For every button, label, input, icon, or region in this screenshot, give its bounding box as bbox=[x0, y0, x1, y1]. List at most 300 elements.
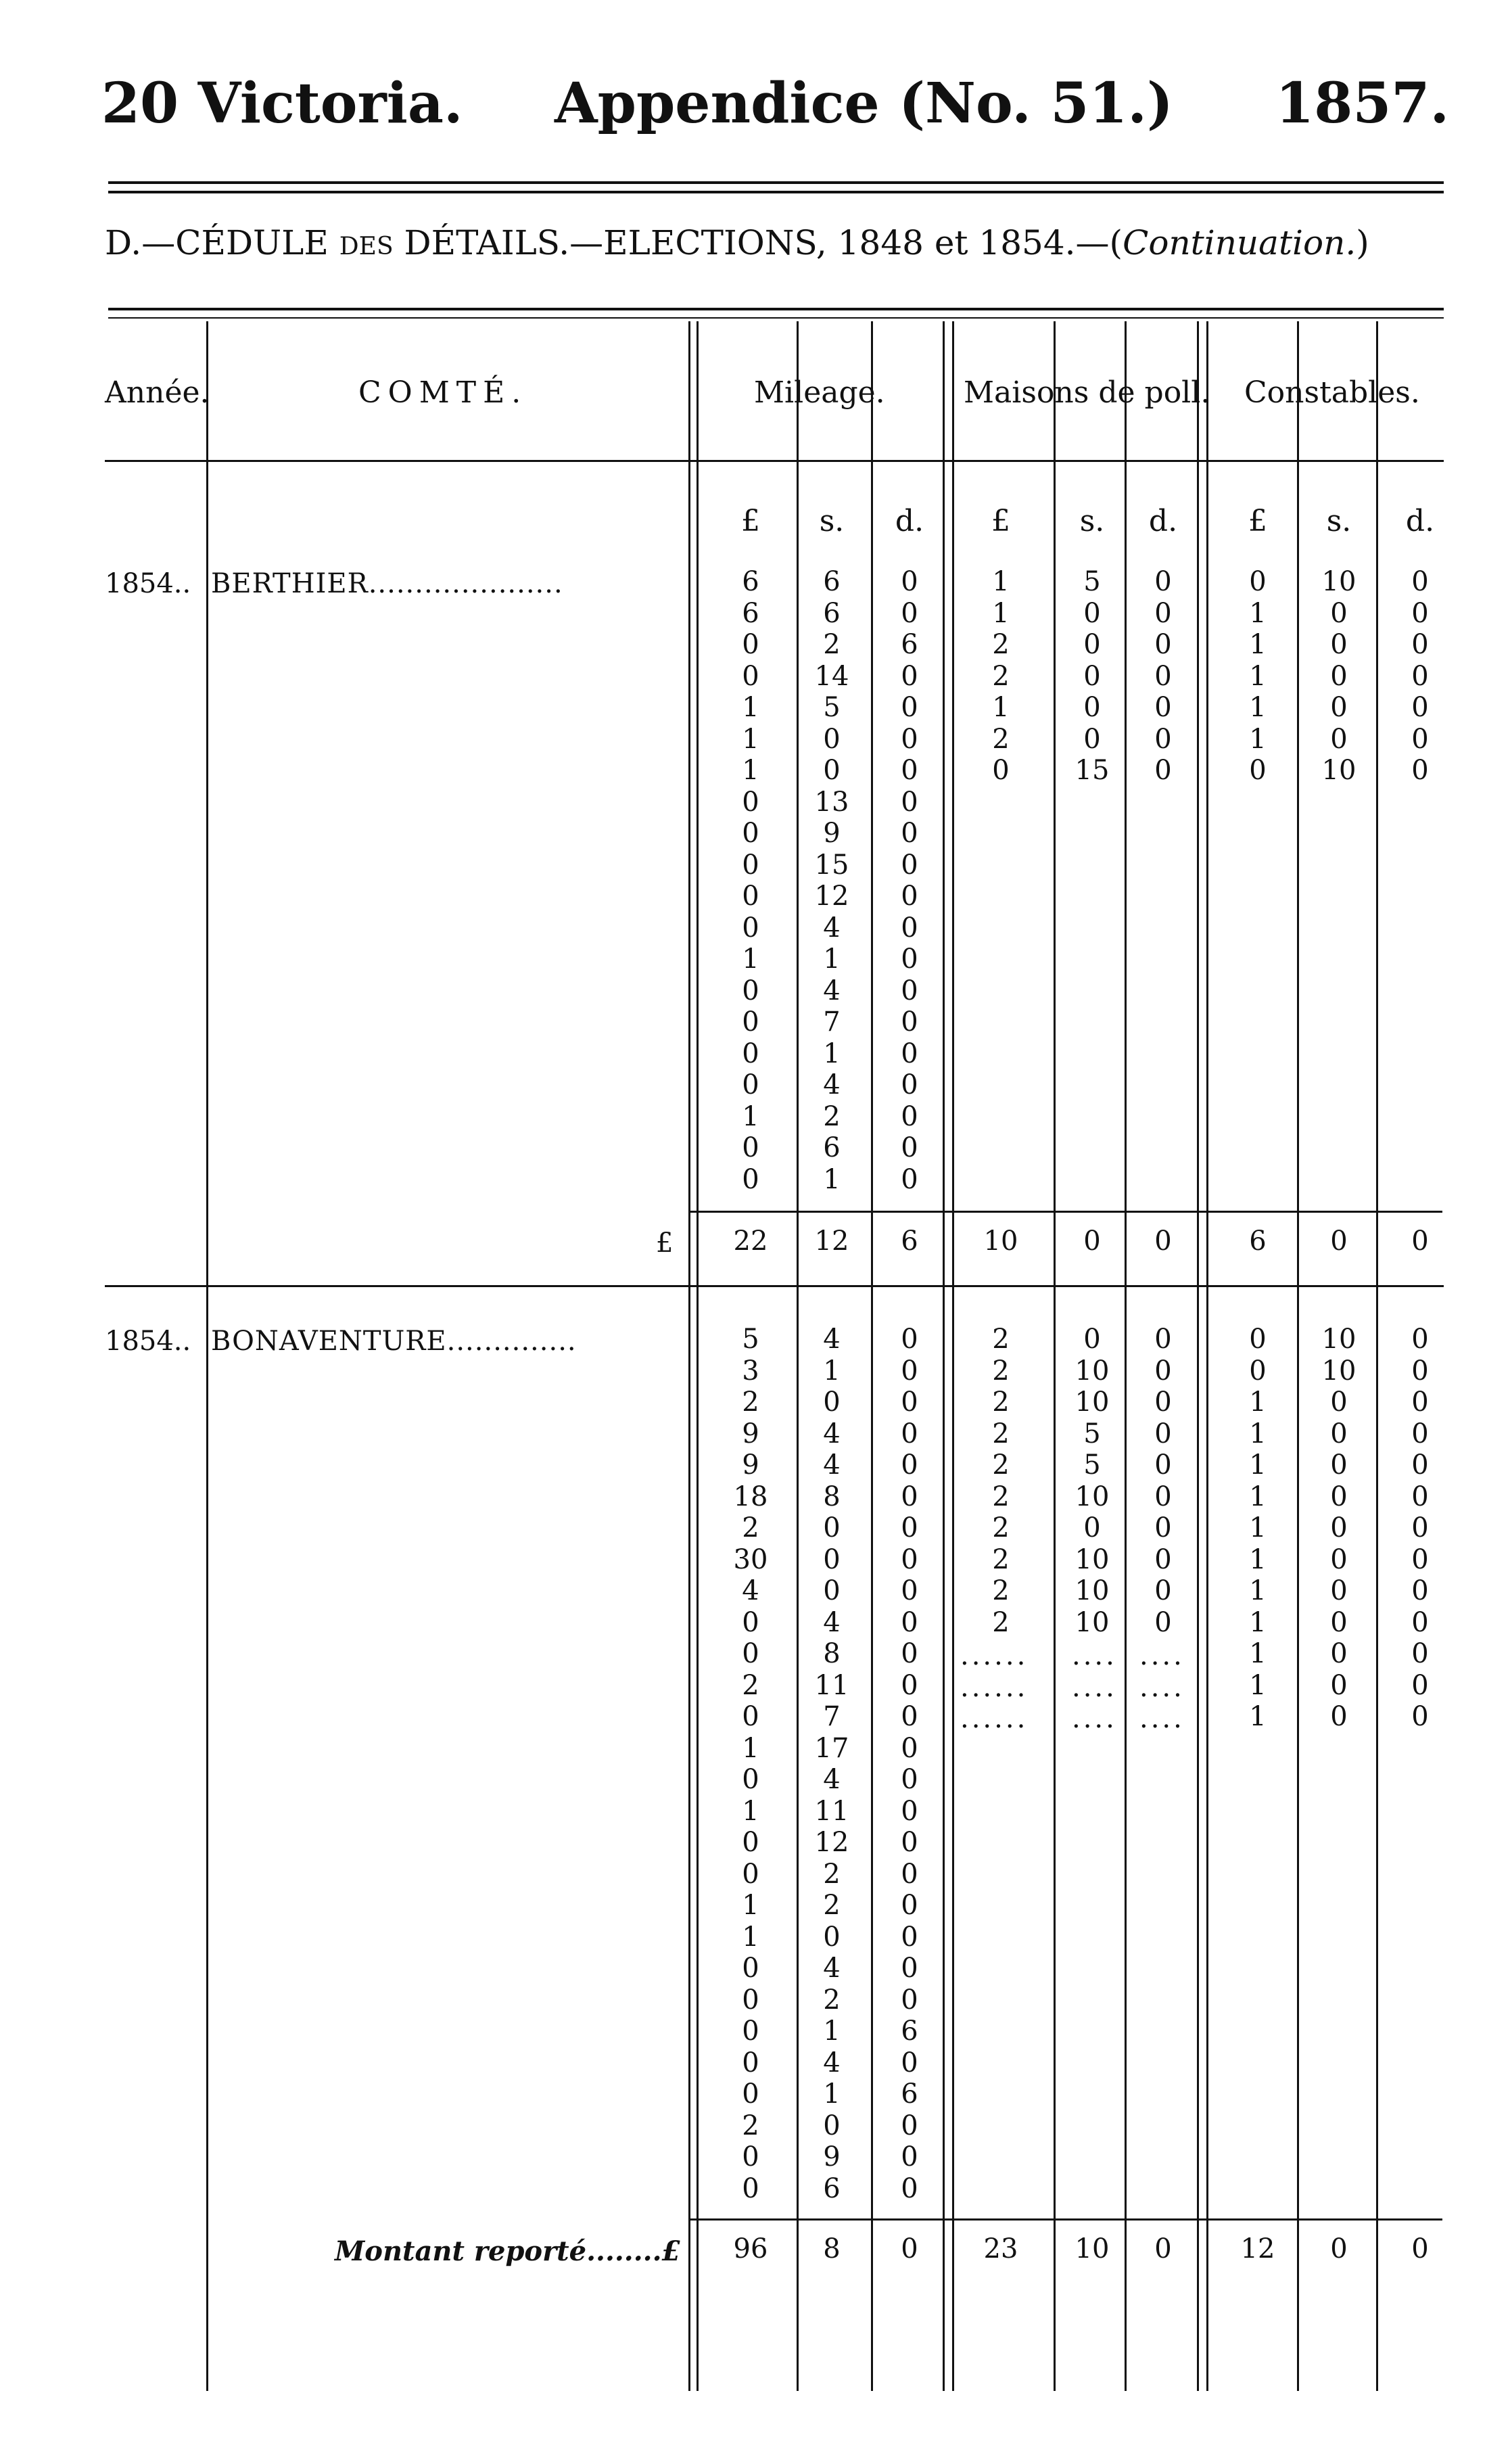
mileage-cell: 0 bbox=[901, 1606, 918, 1638]
mileage-cell: 0 bbox=[901, 1858, 918, 1890]
mileage-cell: 4 bbox=[823, 1449, 841, 1481]
column-rule bbox=[697, 321, 699, 2391]
carried-label: Montant reporté........£ bbox=[335, 2235, 681, 2267]
constables-cell: 10 bbox=[1321, 566, 1356, 597]
title-main: DÉTAILS.—ELECTIONS, 1848 et 1854.—( bbox=[404, 223, 1123, 262]
mileage-cell: 6 bbox=[901, 629, 918, 660]
maisons-cell: 0 bbox=[1154, 660, 1172, 692]
carried-cell: 0 bbox=[1330, 2233, 1348, 2264]
mileage-cell: 0 bbox=[742, 1701, 759, 1732]
col-head-year: Année. bbox=[105, 375, 210, 410]
mileage-cell: 0 bbox=[901, 2141, 918, 2172]
mileage-cell: 4 bbox=[823, 1069, 841, 1100]
mileage-cell: 0 bbox=[742, 1069, 759, 1100]
mileage-cell: 1 bbox=[742, 1100, 759, 1132]
constables-cell: 1 bbox=[1249, 1481, 1267, 1512]
col-head-mileage: Mileage. bbox=[754, 375, 885, 410]
constables-cell: 1 bbox=[1249, 629, 1267, 660]
mileage-cell: 0 bbox=[742, 1858, 759, 1890]
mileage-cell: 6 bbox=[823, 2172, 841, 2204]
maisons-cell: 2 bbox=[992, 1575, 1010, 1606]
constables-cell: 1 bbox=[1249, 1606, 1267, 1638]
maisons-cell: 0 bbox=[1154, 692, 1172, 723]
mileage-cell: 9 bbox=[742, 1418, 759, 1449]
constables-cell: 1 bbox=[1249, 1449, 1267, 1481]
mileage-cell: 4 bbox=[823, 2047, 841, 2078]
mileage-cell: 0 bbox=[742, 2078, 759, 2110]
constables-cell: 0 bbox=[1411, 566, 1429, 597]
constables-cell: 1 bbox=[1249, 597, 1267, 629]
constables-cell: 0 bbox=[1330, 1481, 1348, 1512]
mileage-cell: 0 bbox=[901, 1038, 918, 1069]
constables-cell: 0 bbox=[1411, 1512, 1429, 1543]
dot-leader: .... bbox=[1139, 1703, 1185, 1734]
mileage-cell: 0 bbox=[901, 597, 918, 629]
mileage-cell: 0 bbox=[901, 944, 918, 975]
mileage-cell: 2 bbox=[742, 1387, 759, 1418]
mileage-cell: 0 bbox=[823, 1575, 841, 1606]
constables-cell: 0 bbox=[1411, 692, 1429, 723]
mileage-cell: 13 bbox=[814, 786, 849, 818]
maisons-cell: 0 bbox=[1154, 1512, 1172, 1543]
maisons-cell: 2 bbox=[992, 1449, 1010, 1481]
maisons-cell: 2 bbox=[992, 629, 1010, 660]
mileage-cell: 1 bbox=[823, 1355, 841, 1387]
constables-cell: 1 bbox=[1249, 1418, 1267, 1449]
mileage-cell: 0 bbox=[901, 1069, 918, 1100]
mileage-cell: 0 bbox=[901, 2172, 918, 2204]
mileage-cell: 0 bbox=[823, 1387, 841, 1418]
mileage-cell: 0 bbox=[901, 1638, 918, 1669]
mileage-cell: 7 bbox=[823, 1006, 841, 1038]
maisons-cell: 2 bbox=[992, 1606, 1010, 1638]
maisons-cell: 0 bbox=[1083, 597, 1101, 629]
mileage-cell: 6 bbox=[823, 597, 841, 629]
maisons-cell: 0 bbox=[1083, 629, 1101, 660]
mileage-cell: 6 bbox=[901, 2078, 918, 2110]
maisons-cell: 0 bbox=[1154, 1606, 1172, 1638]
mileage-cell: 4 bbox=[823, 1606, 841, 1638]
unit-label: d. bbox=[1148, 504, 1178, 538]
unit-label: s. bbox=[1079, 504, 1105, 538]
unit-label: s. bbox=[1326, 504, 1352, 538]
header-separator bbox=[105, 460, 1444, 462]
constables-cell: 0 bbox=[1411, 1481, 1429, 1512]
maisons-cell: 0 bbox=[1154, 1387, 1172, 1418]
mileage-cell: 5 bbox=[742, 1324, 759, 1355]
constables-cell: 0 bbox=[1411, 1355, 1429, 1387]
title-italic: Continuation. bbox=[1123, 223, 1356, 262]
constables-cell: 1 bbox=[1249, 1543, 1267, 1575]
mileage-cell: 0 bbox=[742, 1827, 759, 1858]
mileage-cell: 0 bbox=[901, 1512, 918, 1543]
mileage-cell: 1 bbox=[823, 2016, 841, 2047]
constables-cell: 0 bbox=[1411, 1387, 1429, 1418]
mileage-cell: 0 bbox=[901, 1481, 918, 1512]
constables-cell: 0 bbox=[1411, 1324, 1429, 1355]
table-rule-top bbox=[108, 308, 1444, 310]
maisons-cell: 1 bbox=[992, 566, 1010, 597]
mileage-cell: 0 bbox=[823, 755, 841, 786]
mileage-cell: 2 bbox=[823, 629, 841, 660]
maisons-cell: 0 bbox=[1154, 1418, 1172, 1449]
mileage-cell: 0 bbox=[742, 1953, 759, 1984]
mileage-cell: 9 bbox=[823, 2141, 841, 2172]
dot-leader: .... bbox=[1072, 1703, 1117, 1734]
mileage-cell: 0 bbox=[901, 692, 918, 723]
mileage-cell: 0 bbox=[901, 723, 918, 755]
mileage-cell: 0 bbox=[823, 1512, 841, 1543]
mileage-cell: 0 bbox=[901, 1984, 918, 2016]
mileage-cell: 0 bbox=[901, 1543, 918, 1575]
constables-cell: 0 bbox=[1330, 629, 1348, 660]
mileage-cell: 0 bbox=[901, 1418, 918, 1449]
county-name: BERTHIER..................... bbox=[211, 568, 563, 599]
maisons-cell: 0 bbox=[1083, 1512, 1101, 1543]
constables-cell: 0 bbox=[1330, 1575, 1348, 1606]
carried-cell: 0 bbox=[901, 2233, 918, 2264]
constables-cell: 0 bbox=[1330, 1418, 1348, 1449]
maisons-cell: 2 bbox=[992, 1387, 1010, 1418]
constables-cell: 0 bbox=[1330, 1606, 1348, 1638]
constables-cell: 0 bbox=[1330, 692, 1348, 723]
mileage-cell: 0 bbox=[901, 912, 918, 944]
constables-cell: 0 bbox=[1411, 723, 1429, 755]
constables-cell: 10 bbox=[1321, 1324, 1356, 1355]
maisons-cell: 2 bbox=[992, 1481, 1010, 1512]
mileage-cell: 0 bbox=[742, 2172, 759, 2204]
mileage-cell: 17 bbox=[814, 1732, 849, 1764]
constables-cell: 0 bbox=[1249, 755, 1267, 786]
section-separator bbox=[105, 1285, 1444, 1287]
mileage-cell: 1 bbox=[742, 755, 759, 786]
constables-cell: 1 bbox=[1249, 1638, 1267, 1669]
mileage-cell: 0 bbox=[901, 1669, 918, 1701]
column-rule bbox=[1206, 321, 1208, 2391]
mileage-cell: 15 bbox=[814, 849, 849, 881]
mileage-cell: 0 bbox=[901, 1163, 918, 1195]
carried-cell: 0 bbox=[1411, 2233, 1429, 2264]
subtotal-label: £ bbox=[656, 1228, 674, 1259]
maisons-cell: 0 bbox=[1154, 755, 1172, 786]
mileage-cell: 4 bbox=[823, 975, 841, 1006]
mileage-cell: 0 bbox=[742, 1038, 759, 1069]
dot-leader: .... bbox=[1139, 1671, 1185, 1703]
title-prefix: D.—CÉDULE bbox=[105, 223, 329, 262]
constables-cell: 1 bbox=[1249, 692, 1267, 723]
maisons-cell: 10 bbox=[1075, 1606, 1110, 1638]
maisons-cell: 0 bbox=[1154, 723, 1172, 755]
mileage-cell: 6 bbox=[742, 597, 759, 629]
mileage-cell: 1 bbox=[742, 723, 759, 755]
constables-cell: 0 bbox=[1411, 1638, 1429, 1669]
col-head-maisons: Maisons de poll. bbox=[964, 375, 1210, 410]
constables-cell: 0 bbox=[1411, 755, 1429, 786]
mileage-cell: 0 bbox=[742, 975, 759, 1006]
constables-cell: 0 bbox=[1411, 1606, 1429, 1638]
mileage-cell: 0 bbox=[901, 1953, 918, 1984]
mileage-cell: 0 bbox=[742, 1606, 759, 1638]
constables-cell: 1 bbox=[1249, 1387, 1267, 1418]
mileage-cell: 5 bbox=[823, 692, 841, 723]
maisons-cell: 0 bbox=[1154, 566, 1172, 597]
constables-cell: 0 bbox=[1411, 1449, 1429, 1481]
unit-label: £ bbox=[1248, 504, 1267, 538]
mileage-cell: 0 bbox=[901, 1100, 918, 1132]
mileage-cell: 0 bbox=[742, 912, 759, 944]
mileage-cell: 0 bbox=[901, 1764, 918, 1795]
header-rule-bottom bbox=[108, 191, 1444, 193]
subtotal-cell: 22 bbox=[733, 1226, 768, 1257]
mileage-cell: 4 bbox=[823, 912, 841, 944]
maisons-cell: 1 bbox=[992, 597, 1010, 629]
maisons-cell: 0 bbox=[1083, 1324, 1101, 1355]
maisons-cell: 0 bbox=[1154, 1481, 1172, 1512]
section-year: 1854.. bbox=[105, 568, 191, 599]
unit-label: d. bbox=[895, 504, 924, 538]
mileage-cell: 1 bbox=[823, 2078, 841, 2110]
mileage-cell: 1 bbox=[742, 1921, 759, 1953]
subtotal-cell: 0 bbox=[1411, 1226, 1429, 1257]
col-head-constables: Constables. bbox=[1244, 375, 1420, 410]
mileage-cell: 1 bbox=[742, 1795, 759, 1827]
mileage-cell: 2 bbox=[823, 1984, 841, 2016]
mileage-cell: 2 bbox=[823, 1100, 841, 1132]
maisons-cell: 10 bbox=[1075, 1543, 1110, 1575]
carried-cell: 10 bbox=[1075, 2233, 1110, 2264]
constables-cell: 0 bbox=[1330, 1449, 1348, 1481]
constables-cell: 1 bbox=[1249, 723, 1267, 755]
constables-cell: 1 bbox=[1249, 660, 1267, 692]
mileage-cell: 4 bbox=[823, 1324, 841, 1355]
mileage-cell: 0 bbox=[901, 1387, 918, 1418]
column-rule bbox=[952, 321, 954, 2391]
mileage-cell: 4 bbox=[823, 1953, 841, 1984]
subtotal-rule bbox=[688, 1211, 1442, 1213]
mileage-cell: 0 bbox=[742, 1006, 759, 1038]
maisons-cell: 0 bbox=[1154, 1449, 1172, 1481]
mileage-cell: 4 bbox=[742, 1575, 759, 1606]
maisons-cell: 2 bbox=[992, 1512, 1010, 1543]
carried-cell: 8 bbox=[823, 2233, 841, 2264]
mileage-cell: 0 bbox=[742, 1132, 759, 1163]
mileage-cell: 7 bbox=[823, 1701, 841, 1732]
unit-label: s. bbox=[819, 504, 845, 538]
maisons-cell: 2 bbox=[992, 1324, 1010, 1355]
maisons-cell: 2 bbox=[992, 1418, 1010, 1449]
maisons-cell: 2 bbox=[992, 723, 1010, 755]
unit-label: d. bbox=[1405, 504, 1435, 538]
mileage-cell: 11 bbox=[814, 1795, 849, 1827]
constables-cell: 0 bbox=[1330, 1638, 1348, 1669]
constables-cell: 0 bbox=[1330, 1669, 1348, 1701]
mileage-cell: 1 bbox=[742, 944, 759, 975]
maisons-cell: 2 bbox=[992, 1355, 1010, 1387]
mileage-cell: 18 bbox=[733, 1481, 768, 1512]
county-name: BONAVENTURE.............. bbox=[211, 1326, 577, 1357]
mileage-cell: 2 bbox=[823, 1858, 841, 1890]
mileage-cell: 1 bbox=[742, 1890, 759, 1921]
mileage-cell: 0 bbox=[901, 1701, 918, 1732]
mileage-cell: 0 bbox=[742, 629, 759, 660]
subtotal-cell: 0 bbox=[1154, 1226, 1172, 1257]
carried-cell: 0 bbox=[1154, 2233, 1172, 2264]
maisons-cell: 0 bbox=[1154, 1324, 1172, 1355]
maisons-cell: 15 bbox=[1075, 755, 1110, 786]
mileage-cell: 6 bbox=[823, 1132, 841, 1163]
mileage-cell: 8 bbox=[823, 1638, 841, 1669]
constables-cell: 0 bbox=[1411, 660, 1429, 692]
mileage-cell: 12 bbox=[814, 881, 849, 912]
maisons-cell: 5 bbox=[1083, 1449, 1101, 1481]
mileage-cell: 6 bbox=[823, 566, 841, 597]
dot-leader: .... bbox=[1139, 1640, 1185, 1671]
mileage-cell: 3 bbox=[742, 1355, 759, 1387]
carried-cell: 23 bbox=[983, 2233, 1018, 2264]
mileage-cell: 9 bbox=[742, 1449, 759, 1481]
mileage-cell: 0 bbox=[823, 2110, 841, 2141]
mileage-cell: 1 bbox=[823, 1038, 841, 1069]
mileage-cell: 0 bbox=[742, 1764, 759, 1795]
mileage-cell: 0 bbox=[901, 1827, 918, 1858]
mileage-cell: 8 bbox=[823, 1481, 841, 1512]
mileage-cell: 6 bbox=[742, 566, 759, 597]
constables-cell: 10 bbox=[1321, 755, 1356, 786]
constables-cell: 0 bbox=[1249, 1355, 1267, 1387]
maisons-cell: 5 bbox=[1083, 1418, 1101, 1449]
mileage-cell: 4 bbox=[823, 1418, 841, 1449]
maisons-cell: 0 bbox=[1154, 1575, 1172, 1606]
column-rule bbox=[688, 321, 690, 2391]
constables-cell: 0 bbox=[1330, 1701, 1348, 1732]
mileage-cell: 0 bbox=[901, 1132, 918, 1163]
mileage-cell: 0 bbox=[901, 2047, 918, 2078]
running-head-left: 20 Victoria. bbox=[101, 71, 463, 136]
dot-leader: ...... bbox=[960, 1640, 1029, 1671]
mileage-cell: 1 bbox=[823, 944, 841, 975]
mileage-cell: 0 bbox=[901, 1890, 918, 1921]
mileage-cell: 0 bbox=[901, 975, 918, 1006]
title-suffix: ) bbox=[1356, 223, 1369, 262]
maisons-cell: 10 bbox=[1075, 1481, 1110, 1512]
mileage-cell: 9 bbox=[823, 818, 841, 849]
maisons-cell: 2 bbox=[992, 1543, 1010, 1575]
table-title bbox=[105, 223, 1369, 262]
mileage-cell: 0 bbox=[901, 1921, 918, 1953]
running-head-right: 1857. bbox=[1275, 71, 1449, 136]
maisons-cell: 0 bbox=[992, 755, 1010, 786]
dot-leader: ...... bbox=[960, 1671, 1029, 1703]
mileage-cell: 0 bbox=[742, 1984, 759, 2016]
mileage-cell: 0 bbox=[901, 1575, 918, 1606]
mileage-cell: 0 bbox=[901, 1324, 918, 1355]
column-rule bbox=[206, 321, 208, 2391]
mileage-cell: 0 bbox=[742, 786, 759, 818]
maisons-cell: 10 bbox=[1075, 1355, 1110, 1387]
constables-cell: 0 bbox=[1330, 1512, 1348, 1543]
subtotal-cell: 6 bbox=[901, 1226, 918, 1257]
maisons-cell: 0 bbox=[1154, 1355, 1172, 1387]
mileage-cell: 0 bbox=[823, 1921, 841, 1953]
mileage-cell: 0 bbox=[742, 2016, 759, 2047]
mileage-cell: 1 bbox=[742, 1732, 759, 1764]
constables-cell: 0 bbox=[1411, 629, 1429, 660]
mileage-cell: 2 bbox=[742, 2110, 759, 2141]
mileage-cell: 0 bbox=[901, 818, 918, 849]
constables-cell: 0 bbox=[1411, 1418, 1429, 1449]
running-head-center: Appendice (No. 51.) bbox=[555, 71, 1173, 136]
maisons-cell: 0 bbox=[1083, 692, 1101, 723]
dot-leader: ...... bbox=[960, 1703, 1029, 1734]
subtotal-cell: 0 bbox=[1083, 1226, 1101, 1257]
mileage-cell: 1 bbox=[742, 692, 759, 723]
mileage-cell: 0 bbox=[742, 818, 759, 849]
subtotal-cell: 0 bbox=[1330, 1226, 1348, 1257]
constables-cell: 0 bbox=[1249, 1324, 1267, 1355]
col-head-county: COMTÉ. bbox=[358, 375, 528, 410]
title-small-caps: DES bbox=[339, 233, 394, 260]
maisons-cell: 5 bbox=[1083, 566, 1101, 597]
mileage-cell: 0 bbox=[742, 2047, 759, 2078]
maisons-cell: 0 bbox=[1154, 1543, 1172, 1575]
maisons-cell: 0 bbox=[1154, 629, 1172, 660]
mileage-cell: 30 bbox=[733, 1543, 768, 1575]
constables-cell: 0 bbox=[1411, 1543, 1429, 1575]
unit-label: £ bbox=[991, 504, 1010, 538]
mileage-cell: 0 bbox=[901, 881, 918, 912]
constables-cell: 1 bbox=[1249, 1669, 1267, 1701]
unit-label: £ bbox=[741, 504, 760, 538]
dot-leader: .... bbox=[1072, 1671, 1117, 1703]
mileage-cell: 0 bbox=[823, 1543, 841, 1575]
mileage-cell: 0 bbox=[901, 2110, 918, 2141]
carried-cell: 12 bbox=[1240, 2233, 1275, 2264]
subtotal-cell: 6 bbox=[1249, 1226, 1267, 1257]
mileage-cell: 0 bbox=[742, 881, 759, 912]
mileage-cell: 0 bbox=[742, 660, 759, 692]
mileage-cell: 1 bbox=[823, 1163, 841, 1195]
mileage-cell: 0 bbox=[901, 786, 918, 818]
constables-cell: 1 bbox=[1249, 1575, 1267, 1606]
mileage-cell: 12 bbox=[814, 1827, 849, 1858]
mileage-cell: 0 bbox=[742, 1163, 759, 1195]
maisons-cell: 0 bbox=[1154, 597, 1172, 629]
subtotal-cell: 10 bbox=[983, 1226, 1018, 1257]
maisons-cell: 10 bbox=[1075, 1387, 1110, 1418]
mileage-cell: 6 bbox=[901, 2016, 918, 2047]
mileage-cell: 2 bbox=[742, 1669, 759, 1701]
mileage-cell: 0 bbox=[901, 1006, 918, 1038]
constables-cell: 0 bbox=[1330, 1387, 1348, 1418]
maisons-cell: 0 bbox=[1083, 660, 1101, 692]
mileage-cell: 2 bbox=[742, 1512, 759, 1543]
carried-rule bbox=[688, 2218, 1442, 2221]
dot-leader: .... bbox=[1072, 1640, 1117, 1671]
mileage-cell: 0 bbox=[742, 849, 759, 881]
constables-cell: 0 bbox=[1411, 1701, 1429, 1732]
header-rule-top bbox=[108, 181, 1444, 184]
table-rule-top-2 bbox=[108, 317, 1444, 319]
maisons-cell: 0 bbox=[1083, 723, 1101, 755]
mileage-cell: 0 bbox=[742, 1638, 759, 1669]
mileage-cell: 2 bbox=[823, 1890, 841, 1921]
mileage-cell: 0 bbox=[901, 660, 918, 692]
constables-cell: 0 bbox=[1411, 1669, 1429, 1701]
constables-cell: 0 bbox=[1411, 597, 1429, 629]
mileage-cell: 0 bbox=[901, 849, 918, 881]
constables-cell: 0 bbox=[1249, 566, 1267, 597]
constables-cell: 0 bbox=[1330, 723, 1348, 755]
